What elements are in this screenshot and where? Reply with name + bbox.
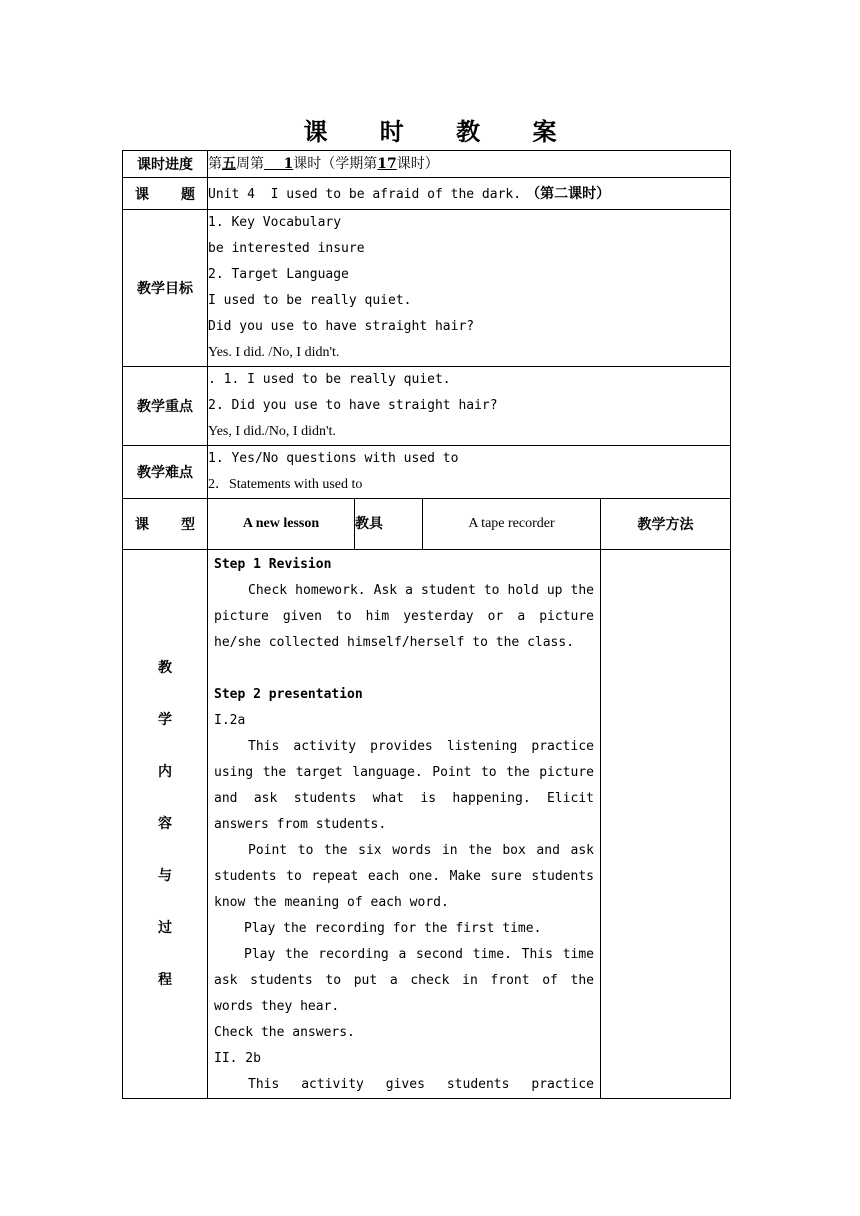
tools-label: 教具: [355, 499, 423, 550]
lesson-plan-table: [122, 150, 731, 1099]
objective-line: be interested insure: [208, 241, 365, 256]
week-number: 五: [222, 156, 236, 172]
topic-row: [123, 178, 731, 210]
key-points-content: [208, 367, 731, 446]
difficulty-line: 2．Statements with used to: [208, 477, 363, 492]
topic-text: Unit 4 I used to be afraid of the dark.: [208, 186, 522, 202]
method-column: [601, 550, 731, 1099]
progress-week-suffix: 周第: [236, 156, 264, 172]
key-points-row: [123, 367, 731, 446]
part2-title: II. 2b: [214, 1051, 261, 1066]
objective-line: Yes. I did. /No, I didn't.: [208, 345, 340, 360]
part1-paragraph: Point to the six words in the box and ask students to repeat each one. Make sure students know the meaning of each word.: [214, 843, 594, 910]
progress-row: [123, 151, 731, 178]
topic-label: 课 题: [123, 178, 208, 210]
key-points-label: 教学重点: [123, 367, 208, 446]
step1-title: Step 1 Revision: [214, 557, 332, 572]
step1-text: Check homework. Ask a student to hold up the picture given to him yesterday or a picture he/she collected himself/herself to the class.: [214, 583, 594, 650]
content-body: [208, 550, 601, 1099]
content-label-char: 学: [158, 712, 172, 728]
difficulties-label: 教学难点: [123, 446, 208, 499]
progress-lesson-suffix: 课时（学期第: [293, 156, 378, 172]
objectives-label: 教学目标: [123, 210, 208, 367]
step2-title: Step 2 presentation: [214, 687, 363, 702]
objective-line: 2. Target Language: [208, 267, 349, 282]
lesson-number: 1: [264, 156, 294, 172]
key-point-line: Yes, I did./No, I didn't.: [208, 424, 336, 439]
term-lesson-number: 17: [377, 156, 397, 172]
part1-title: I.2a: [214, 713, 246, 728]
lesson-type-label: 课 型: [123, 499, 208, 550]
objectives-content: [208, 210, 731, 367]
method-label: 教学方法: [601, 499, 731, 550]
content-label-char: 与: [158, 868, 172, 884]
content-label-char: 教: [158, 660, 172, 676]
key-point-line: . 1. I used to be really quiet.: [208, 372, 451, 387]
objective-line: I used to be really quiet.: [208, 293, 412, 308]
topic-suffix: （第二课时）: [526, 185, 611, 202]
difficulty-line: 1. Yes/No questions with used to: [208, 451, 459, 466]
objectives-row: [123, 210, 731, 367]
progress-prefix: 第: [208, 156, 222, 172]
progress-label: 课时进度: [123, 151, 208, 178]
key-point-line: 2. Did you use to have straight hair?: [208, 398, 498, 413]
difficulties-content: [208, 446, 731, 499]
content-label-char: 过: [158, 920, 172, 936]
part1-paragraph: Play the recording a second time. This time ask students to put a check in front of the words they hear.: [214, 947, 594, 1014]
progress-end: 课时）: [396, 156, 439, 172]
part1-paragraph: This activity provides listening practice using the target language. Point to the picture and ask students what is happening. Elicit answers from students.: [214, 739, 594, 832]
objective-line: 1. Key Vocabulary: [208, 215, 342, 230]
difficulties-row: [123, 446, 731, 499]
part2-paragraph: This activity gives students practice: [248, 1077, 594, 1092]
part1-paragraph: Play the recording for the first time.: [244, 921, 542, 936]
lesson-type-value: A new lesson: [208, 499, 355, 550]
page-title: 课 时 教 案: [303, 117, 579, 146]
topic-value: [208, 178, 731, 210]
part1-paragraph: Check the answers.: [214, 1025, 355, 1040]
content-label-char: 容: [158, 816, 172, 832]
content-label-char: 内: [158, 764, 172, 780]
content-label-char: 程: [158, 972, 172, 988]
progress-value: [208, 151, 731, 178]
lesson-type-row: [123, 499, 731, 550]
tools-value: A tape recorder: [423, 499, 601, 550]
objective-line: Did you use to have straight hair?: [208, 319, 475, 334]
content-label: [123, 550, 208, 1099]
content-row: [123, 550, 731, 1099]
